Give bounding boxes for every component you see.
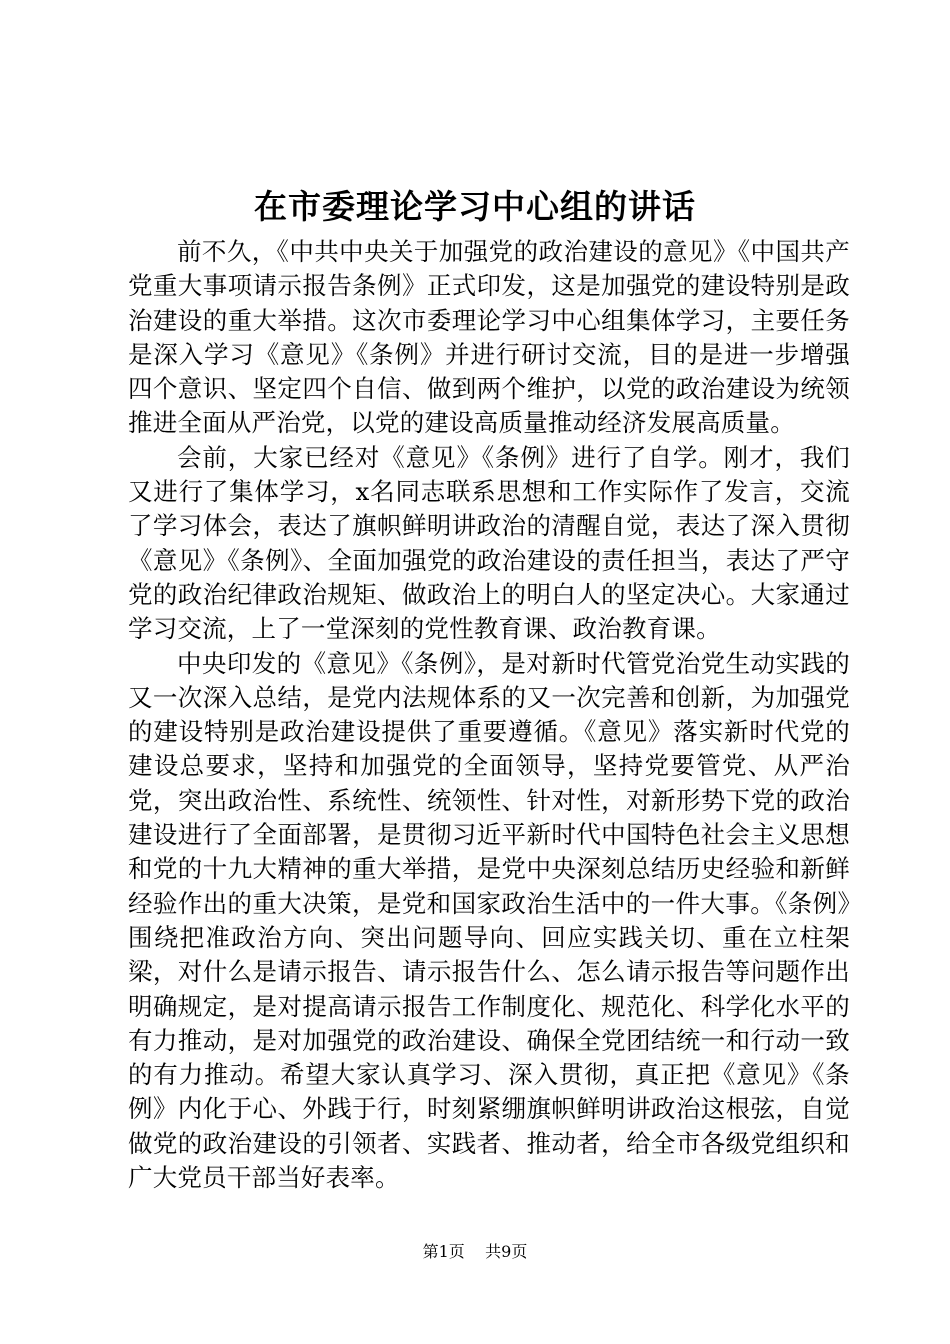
paragraph-3: 中央印发的《意见》《条例》，是对新时代管党治党生动实践的又一次深入总结，是党内法规体系的又一次完善和创新，为加强党的建设特别是政治建设提供了重要遵循。《意见》落实新时代党的建设总要求，坚持和加强党的全面领导，坚持党要管党、从严治党，突出政治性、系统性、统领性、针对性，对新形势下党的政治建设进行了全面部署，是贯彻习近平新时代中国特色社会主义思想和党的十九大精神的重大举措，是党中央深刻总结历史经验和新鲜经验作出的重大决策，是党和国家政治生活中的一件大事。《条例》围绕把准政治方向、突出问题导向、回应实践关切、重在立柱架梁，对什么是请示报告、请示报告什么、怎么请示报告等问题作出明确规定，是对提高请示报告工作制度化、规范化、科学化水平的有力推动，是对加强党的政治建设、确保全党团结统一和行动一致的有力推动。希望大家认真学习、深入贯彻，真正把《意见》《条例》内化于心、外践于行，时刻紧绷旗帜鲜明讲政治这根弦，自觉做党的政治建设的引领者、实践者、推动者，给全市各级党组织和广大党员干部当好表率。	[128, 648, 850, 1193]
paragraph-2: 会前，大家已经对《意见》《条例》进行了自学。刚才，我们又进行了集体学习，x名同志联系思想和工作实际作了发言，交流了学习体会，表达了旗帜鲜明讲政治的清醒自觉，表达了深入贯彻《意见》《条例》、全面加强党的政治建设的责任担当，表达了严守党的政治纪律政治规矩、做政治上的明白人的坚定决心。大家通过学习交流，上了一堂深刻的党性教育课、政治教育课。	[128, 442, 850, 644]
paragraph-1: 前不久，《中共中央关于加强党的政治建设的意见》《中国共产党重大事项请示报告条例》正式印发，这是加强党的建设特别是政治建设的重大举措。这次市委理论学习中心组集体学习，主要任务是深入学习《意见》《条例》并进行研讨交流，目的是进一步增强四个意识、坚定四个自信、做到两个维护，以党的政治建设为统领推进全面从严治党，以党的建设高质量推动经济发展高质量。	[128, 237, 850, 438]
page-footer	[0, 1240, 950, 1264]
page-number: 第1页	[422, 1242, 465, 1261]
page-separator	[470, 1242, 480, 1261]
document-title: 在市委理论学习中心组的讲话	[254, 187, 696, 226]
document-body	[128, 235, 850, 1195]
page-total: 共9页	[485, 1242, 528, 1261]
